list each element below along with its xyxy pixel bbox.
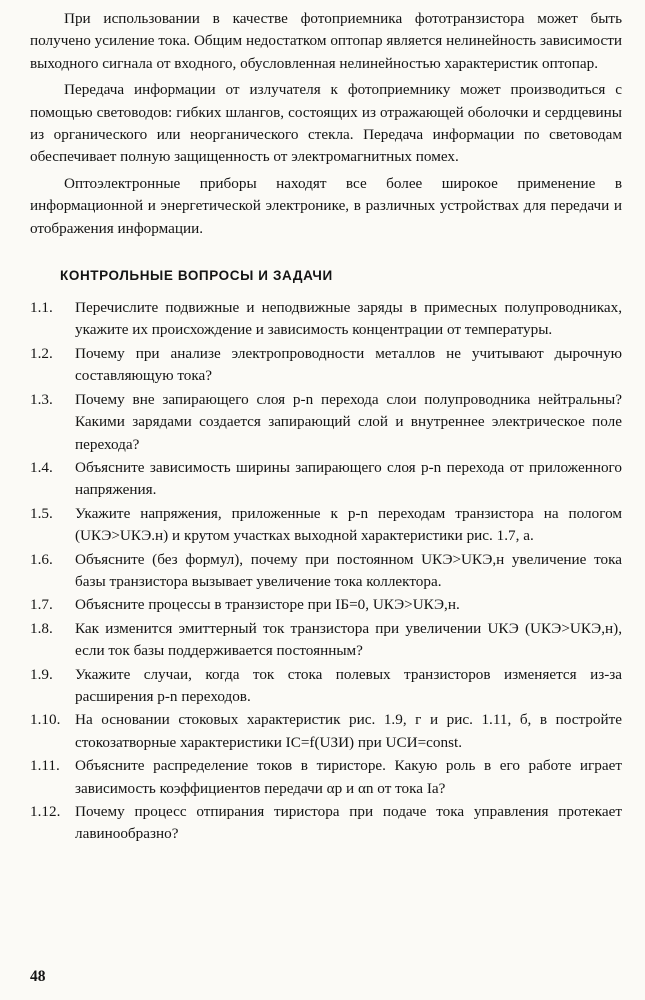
question-number: 1.7. [30, 596, 53, 614]
question-text: Как изменится эмиттерный ток транзистора при увеличении UКЭ (UКЭ>UКЭ,н), если ток базы поддерживается постоянным? [75, 619, 622, 660]
question-item [30, 297, 622, 342]
question-number: 1.12. [30, 803, 61, 820]
question-item [30, 549, 622, 594]
section-heading: КОНТРОЛЬНЫЕ ВОПРОСЫ И ЗАДАЧИ [60, 268, 333, 284]
question-number: 1.6. [30, 550, 53, 568]
question-text: Объясните зависимость ширины запирающего слоя p-n перехода от приложенного напряжения. [75, 458, 622, 499]
question-item [30, 343, 622, 388]
question-text: Объясните процессы в транзисторе при IБ=0, UКЭ>UКЭ,н. [75, 596, 460, 614]
question-text: Почему процесс отпирания тиристора при подаче тока управления протекает лавинообразно? [75, 803, 622, 843]
paragraph: Оптоэлектронные приборы находят все более широкое применение в информационной и энергетической электронике, в различных устройствах для передачи и отображения информации. [30, 174, 622, 237]
question-item [30, 389, 622, 456]
question-number: 1.2. [30, 344, 53, 362]
question-item [30, 755, 622, 800]
question-text: Укажите напряжения, приложенные к p-n переходам транзистора на пологом (UКЭ>UКЭ.н) и крутом участках выходной характеристики рис. 1.7, а. [75, 504, 622, 545]
question-text: Объясните (без формул), почему при постоянном UКЭ>UКЭ,н увеличение тока базы транзистора вызывает увеличение тока коллектора. [75, 550, 622, 590]
question-item [30, 503, 622, 548]
question-text: Укажите случаи, когда ток стока полевых транзисторов изменяется из-за расширения p-n переходов. [75, 665, 622, 705]
question-item [30, 594, 622, 616]
question-number: 1.11. [30, 757, 60, 775]
question-text: Перечислите подвижные и неподвижные заряды в примесных полупроводниках, укажите их происхождение и зависимость концентрации от температуры. [75, 299, 622, 339]
page-content [30, 8, 622, 847]
question-number: 1.8. [30, 619, 53, 637]
page-number: 48 [30, 968, 46, 985]
question-number: 1.10. [30, 711, 61, 729]
question-item [30, 618, 622, 663]
paragraph: Передача информации от излучателя к фотоприемнику может производиться с помощью световодов: гибких шлангов, состоящих из отражающей оболочки и сердцевины из органического или неорганического стекла. Передача информации по световодам обеспечивает полную защищенность от электромагнитных помех. [30, 81, 622, 166]
question-number: 1.4. [30, 458, 53, 476]
question-text: Почему вне запирающего слоя p-n перехода слои полупроводника нейтральны? Какими зарядами создается запирающий слой и внутреннее электрическое поле перехода? [75, 390, 622, 453]
question-text: На основании стоковых характеристик рис. 1.9, г и рис. 1.11, б, в постройте стокозатворные характеристики IС=f(UЗИ) при UСИ=const. [75, 711, 622, 751]
question-item [30, 801, 622, 846]
paragraph: При использовании в качестве фотоприемника фототранзистора может быть получено усиление тока. Общим недостатком оптопар является нелинейность зависимости выходного сигнала от входного, обусловленная нелинейностью характеристик оптопар. [30, 10, 622, 72]
question-text: Почему при анализе электропроводности металлов не учитывают дырочную составляющую тока? [75, 344, 622, 385]
question-item [30, 457, 622, 502]
question-list [30, 297, 622, 846]
question-item [30, 664, 622, 709]
question-text: Объясните распределение токов в тиристоре. Какую роль в его работе играет зависимость коэффициентов передачи αp и αn от тока Iа? [75, 757, 622, 797]
question-number: 1.3. [30, 390, 53, 408]
question-item [30, 709, 622, 754]
question-number: 1.1. [30, 299, 53, 317]
question-number: 1.9. [30, 665, 53, 683]
question-number: 1.5. [30, 504, 53, 522]
